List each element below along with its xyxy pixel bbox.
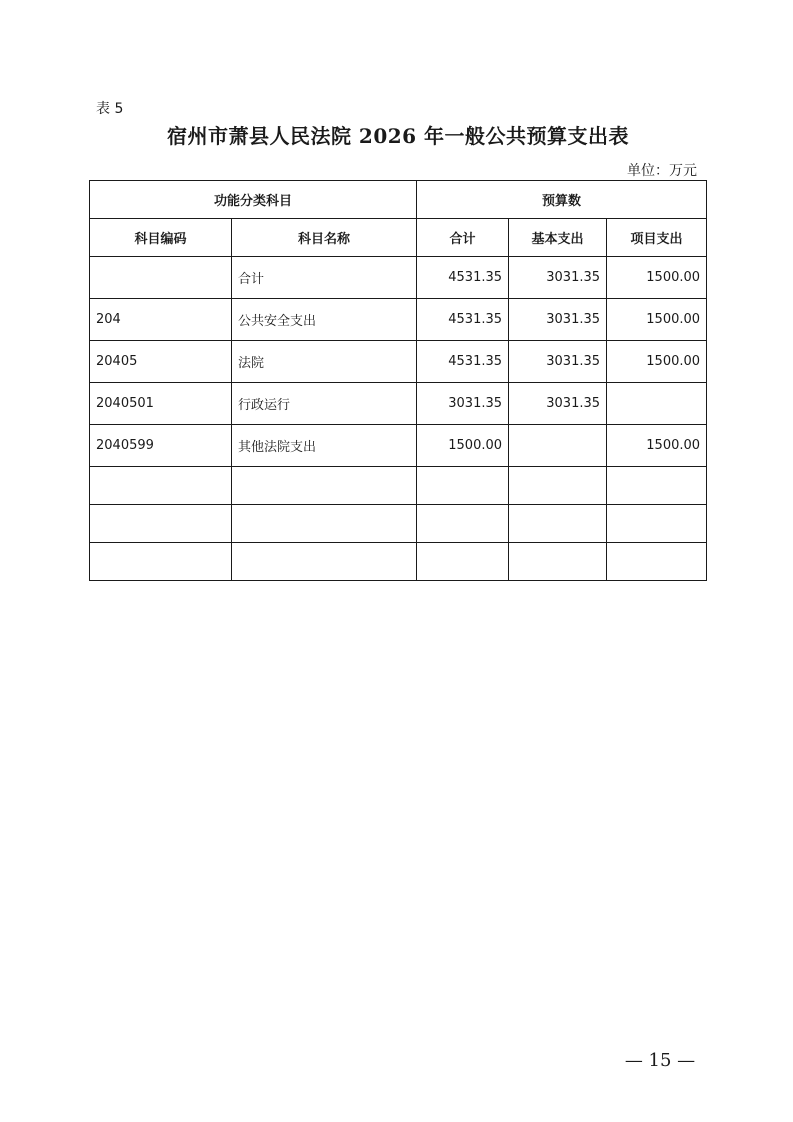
- cell-basic: 3031.35: [509, 383, 607, 425]
- cell-project: 1500.00: [607, 257, 707, 299]
- empty-cell: [417, 505, 509, 543]
- cell-basic: 3031.35: [509, 299, 607, 341]
- table-row: [90, 299, 707, 341]
- cell-total: 4531.35: [417, 299, 509, 341]
- unit-label: 单位：万元: [627, 163, 697, 179]
- cell-code: 20405: [90, 341, 232, 383]
- empty-cell: [607, 467, 707, 505]
- cell-code: [90, 257, 232, 299]
- empty-table-row: [90, 505, 707, 543]
- empty-cell: [509, 543, 607, 581]
- column-header-code: 科目编码: [90, 219, 232, 257]
- empty-cell: [232, 505, 417, 543]
- empty-cell: [90, 505, 232, 543]
- cell-code: 2040599: [90, 425, 232, 467]
- cell-project: 1500.00: [607, 425, 707, 467]
- budget-amount-header: 预算数: [417, 181, 707, 219]
- table-row: [90, 425, 707, 467]
- empty-cell: [509, 505, 607, 543]
- column-header-project: 项目支出: [607, 219, 707, 257]
- empty-cell: [90, 543, 232, 581]
- cell-name: 其他法院支出: [232, 425, 417, 467]
- table-label: 表 5: [96, 101, 124, 117]
- table-row: [90, 341, 707, 383]
- empty-cell: [90, 467, 232, 505]
- budget-table: [89, 180, 707, 581]
- cell-code: 2040501: [90, 383, 232, 425]
- cell-code: 204: [90, 299, 232, 341]
- empty-cell: [607, 543, 707, 581]
- empty-table-row: [90, 467, 707, 505]
- cell-basic: 3031.35: [509, 257, 607, 299]
- cell-project: [607, 383, 707, 425]
- cell-project: 1500.00: [607, 299, 707, 341]
- column-header-total: 合计: [417, 219, 509, 257]
- cell-total: 4531.35: [417, 341, 509, 383]
- empty-cell: [607, 505, 707, 543]
- page-title: 宿州市萧县人民法院 2026 年一般公共预算支出表: [166, 124, 630, 148]
- empty-cell: [232, 543, 417, 581]
- empty-cell: [417, 467, 509, 505]
- cell-basic: 3031.35: [509, 341, 607, 383]
- cell-name: 行政运行: [232, 383, 417, 425]
- cell-name: 公共安全支出: [232, 299, 417, 341]
- cell-name: 法院: [232, 341, 417, 383]
- empty-cell: [232, 467, 417, 505]
- page-number: — 15 —: [624, 1050, 696, 1071]
- cell-total: 4531.35: [417, 257, 509, 299]
- cell-total: 1500.00: [417, 425, 509, 467]
- cell-project: 1500.00: [607, 341, 707, 383]
- column-header-basic: 基本支出: [509, 219, 607, 257]
- empty-cell: [417, 543, 509, 581]
- group-header-row: [90, 181, 707, 219]
- cell-basic: [509, 425, 607, 467]
- empty-cell: [509, 467, 607, 505]
- empty-table-row: [90, 543, 707, 581]
- column-header-row: [90, 219, 707, 257]
- table-row: [90, 257, 707, 299]
- functional-category-header: 功能分类科目: [90, 181, 417, 219]
- cell-name: 合计: [232, 257, 417, 299]
- column-header-name: 科目名称: [232, 219, 417, 257]
- cell-total: 3031.35: [417, 383, 509, 425]
- table-row: [90, 383, 707, 425]
